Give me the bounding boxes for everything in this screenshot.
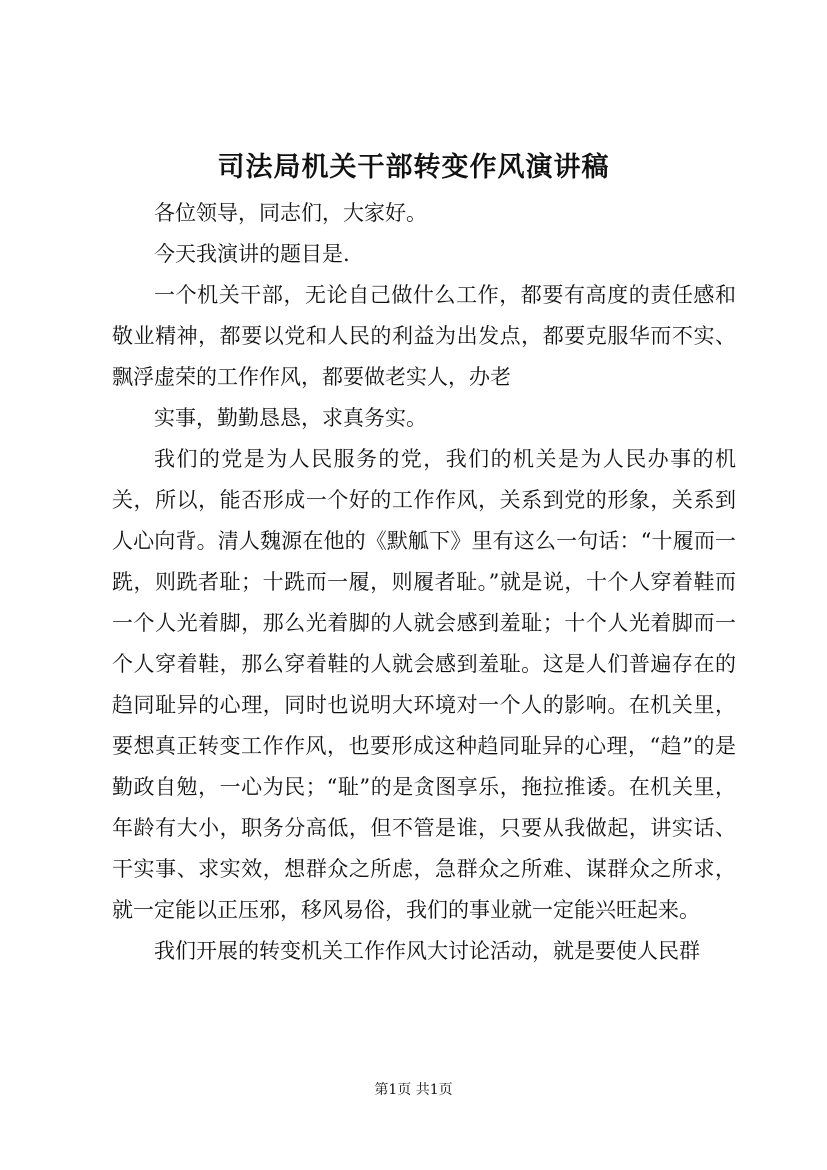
page-footer: 第1页 共1页 [374,1082,453,1098]
paragraph-greeting: 各位领导，同志们，大家好。 [154,201,427,225]
paragraph-discussion: 我们开展的转变机关工作作风大讨论活动，就是要使人民群 [154,939,700,963]
document-title: 司法局机关干部转变作风演讲稿 [217,152,610,183]
paragraph-party-service: 我们的党是为人民服务的党，我们的机关是为人民办事的机关，所以，能否形成一个好的工作作风，关系到党的形象，关系到人心向背。清人魏源在他的《默觚下》里有这么一句话：“十履而一跣，则跣者耻；十跣而一履，则履者耻。”就是说，十个人穿着鞋而一个人光着脚，那么光着脚的人就会感到羞耻；十个人光着脚而一个人穿着鞋，那么穿着鞋的人就会感到羞耻。这是人们普遍存在的趋同耻异的心理，同时也说明大环境对一个人的影响。在机关里，要想真正转变工作作风，也要形成这种趋同耻异的心理，“趋”的是勤政自勉，一心为民；“耻”的是贪图享乐，拖拉推诿。在机关里，年龄有大小，职务分高低，但不管是谁，只要从我做起，讲实话、干实事、求实效，想群众之所虑，急群众之所难、谋群众之所求，就一定能以正压邪，移风易俗，我们的事业就一定能兴旺起来。 [112,447,736,922]
document-body [112,193,736,972]
paragraph-topic: 今天我演讲的题目是. [154,242,350,266]
paragraph-cadre-duty: 一个机关干部，无论自己做什么工作，都要有高度的责任感和敬业精神，都要以党和人民的利益为出发点，都要克服华而不实、飘浮虚荣的工作作风，都要做老实人，办老 [112,283,736,389]
paragraph-practical: 实事，勤勤恳恳，求真务实。 [154,406,427,430]
